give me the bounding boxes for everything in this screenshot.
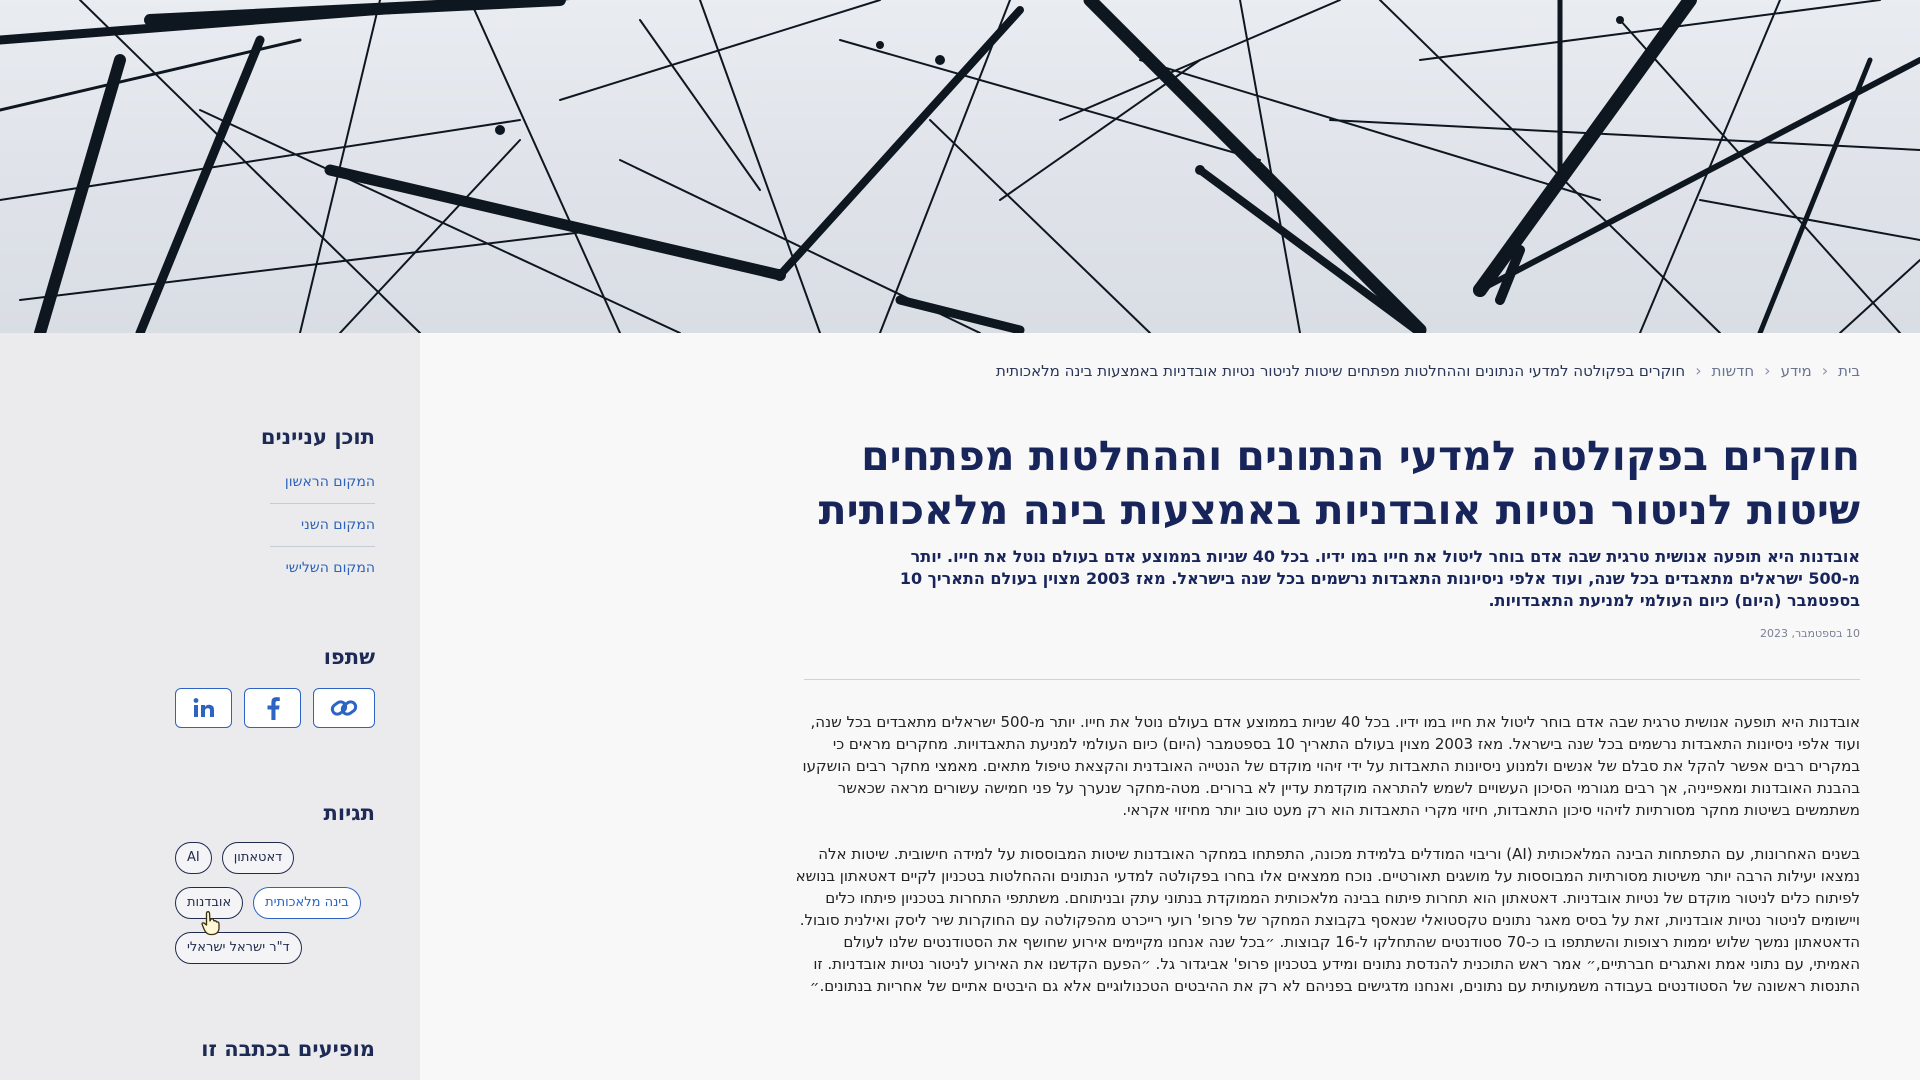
toc-heading: תוכן עניינים (260, 425, 375, 449)
share-buttons (175, 688, 375, 728)
chevron-left-icon: ‹ (1764, 361, 1771, 380)
table-of-contents (270, 461, 375, 589)
hand-pointer-icon (200, 910, 224, 940)
toc-item-first[interactable]: המקום הראשון (270, 461, 375, 504)
facebook-share-button[interactable] (244, 688, 301, 728)
chevron-left-icon: ‹ (1821, 361, 1829, 380)
toc-item-second[interactable]: המקום השני (270, 504, 375, 547)
article-lead: אובדנות היא תופעה אנושית טרגית שבה אדם בוחר ליטול את חייו במו ידיו. בכל 40 שניות בממוצע אדם בעולם נוטל את חייו. יותר מ-500 ישראלים מתאבדים בכל שנה, ועוד אלפי ניסיונות התאבדות נרשמים בכל שנה בישראל. מאז 2003 מצוין בעולם התאריך 10 בספטמבר (היום) כיום העולמי למניעת התאבדויות. (899, 547, 1860, 610)
hero-image (0, 0, 1920, 333)
breadcrumb-home[interactable]: בית (1838, 361, 1860, 380)
linkedin-icon (193, 697, 215, 719)
breadcrumb-section[interactable]: מידע (1780, 361, 1812, 380)
mentions-heading: מופיעים בכתבה זו (201, 1037, 375, 1061)
breadcrumb-current: חוקרים בפקולטה למדעי הנתונים וההחלטות מפתחים שיטות לניטור נטיות אובדניות באמצעות בינה מלאכותית (996, 361, 1686, 380)
facebook-icon (265, 696, 281, 720)
divider (804, 679, 1860, 680)
tag-suicidality[interactable]: אובדנות (175, 887, 243, 919)
sidebar (0, 333, 420, 1080)
article-title-line-1: חוקרים בפקולטה למדעי הנתונים וההחלטות מפתחים (861, 432, 1860, 480)
breadcrumb-news[interactable]: חדשות (1711, 361, 1755, 380)
tag-person[interactable]: ד"ר ישראל ישראלי (175, 932, 302, 964)
chevron-left-icon: ‹ (1695, 361, 1702, 380)
article-title-line-2: שיטות לניטור נטיות אובדניות באמצעות בינה מלאכותית (818, 486, 1860, 534)
breadcrumb (996, 361, 1860, 380)
article-title (800, 429, 1860, 537)
copy-link-button[interactable] (313, 688, 375, 728)
article-paragraph: בשנים האחרונות, עם התפתחות הבינה המלאכותית (AI) וריבוי המודלים בלמידת מכונה, התפתחו במחקר האובדנות שיטות המבוססות על למידה חישובית. שיטות אלה נמצאו יעילות הרבה יותר משיטות מסורתיות המבוססות על מושגים תאורטיים. נוכח ממצאים אלו בחרו בפקולטה למדעי הנתונים וההחלטות בטכניון לקיים דאטאתון בנושא לפיתוח כלים לניטור מוקדם של נטיות אובדניות. דאטאתון הוא תחרות פיתוח בבינה מלאכותית הממוקדת בנתוני עתק ובניתוחם. משתתפי התחרות בטכניון פיתחו כלים ויישומים לניטור נטיות אובדניות, זאת על בסיס מאגר נתונים טקסטואלי שנאסף בקבוצת המחקר של פרופ' רועי רייכרט מהפקולטה עם החוקרות שיר ליסק ואילנית סובול. הדאטאתון נמשך שלוש יממות רצופות והשתתפו בו כ-70 סטודנטים שהתחלקו ל-16 קבוצות. ״בכל שנה אנחנו מקיימים אירוע שחושף את הסטודנטים שלנו לעולם האמיתי, עם נתוני אמת ואתגרים חברתיים,״ אמר ראש התוכנית להנדסת נתונים ומידע בטכניון פרופ' אביגדור גל. ״הפעם הקדשנו את האירוע לניטור נטיות אובדניות. זו התנסות ראשונה של הסטודנטים בעבודה משמעותית עם נתונים, ואנחנו מדגישים בפניהם לא רק את ההיבטים הטכנולוגיים אלא גם היבטים אתיים של אחריות בנתונים.״ (795, 845, 1860, 995)
link-icon (330, 697, 358, 719)
share-heading: שתפו (323, 645, 375, 669)
tag-ai[interactable]: AI (175, 842, 212, 874)
toc-item-third[interactable]: המקום השלישי (285, 560, 375, 576)
linkedin-share-button[interactable] (175, 688, 232, 728)
tag-artificial-intelligence[interactable]: בינה מלאכותית (253, 887, 361, 919)
tags-heading: תגיות (323, 801, 375, 825)
article-date: 10 בספטמבר, 2023 (1759, 627, 1860, 640)
article-main (420, 333, 1920, 1080)
article-paragraph: אובדנות היא תופעה אנושית טרגית שבה אדם בוחר ליטול את חייו במו ידיו. בכל 40 שניות בממוצע אדם בעולם נוטל את חייו. יותר מ-500 ישראלים מתאבדים בכל שנה, ועוד אלפי ניסיונות התאבדות נרשמים בכל שנה בישראל. מאז 2003 מצוין בעולם התאריך 10 בספטמבר (היום) כיום העולמי למניעת התאבדויות. מחקרים מראים כי במקרים רבים אפשר להקל את סבלם של אנשים ולמנוע ניסיונות התאבדות על ידי זיהוי מוקדם של הנטייה האובדנית והקצאת טיפול מתאים. מאמצי מחקר רבים הושקעו בהבנת האובדנות ומאפייניה, אך רבים מגורמי הסיכון העשויים לשמש להתראה מוקדמת עדיין לא ברורים. מטה-מחקר שנערך על פני חמישה עשורים מראה שכאשר משתמשים בשיטות מחקר מסורתיות לזיהוי סיכון התאבדות, חיזוי מקרי התאבדות הוא רק מעט טוב יותר מחיזוי אקראי. (802, 713, 1860, 819)
tag-datathon[interactable]: דאטאתון (222, 842, 295, 874)
